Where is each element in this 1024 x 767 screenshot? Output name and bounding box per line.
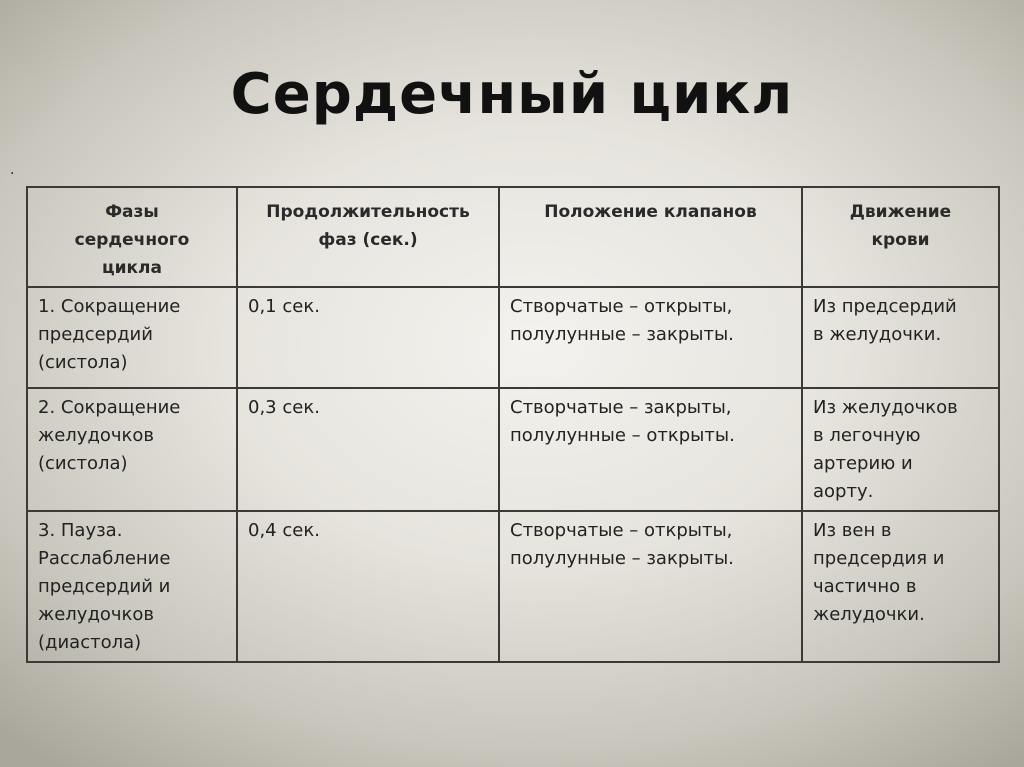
header-valves: Положение клапанов — [499, 187, 802, 287]
cell-valves: Створчатые – открыты, полулунные – закрыты. — [499, 287, 802, 388]
table-header-row — [27, 187, 999, 287]
cell-valves: Створчатые – открыты, полулунные – закрыты. — [499, 511, 802, 662]
cell-duration: 0,4 сек. — [237, 511, 499, 662]
bullet-dot: . — [10, 162, 15, 178]
cell-phase: 2. Сокращение желудочков (систола) — [27, 388, 237, 511]
header-phases: Фазы сердечного цикла — [27, 187, 237, 287]
cell-blood-flow: Из предсердий в желудочки. — [802, 287, 999, 388]
cell-blood-flow: Из вен в предсердия и частично в желудочки. — [802, 511, 999, 662]
slide-title: Сердечный цикл — [230, 62, 794, 127]
cell-blood-flow: Из желудочков в легочную артерию и аорту. — [802, 388, 999, 511]
table-row — [27, 388, 999, 511]
table-row — [27, 511, 999, 662]
table-row — [27, 287, 999, 388]
cell-duration: 0,1 сек. — [237, 287, 499, 388]
header-blood-flow: Движение крови — [802, 187, 999, 287]
header-duration: Продолжительность фаз (сек.) — [237, 187, 499, 287]
cell-duration: 0,3 сек. — [237, 388, 499, 511]
cell-phase: 1. Сокращение предсердий (систола) — [27, 287, 237, 388]
cell-valves: Створчатые – закрыты, полулунные – открыты. — [499, 388, 802, 511]
cell-phase: 3. Пауза. Расслабление предсердий и желудочков (диастола) — [27, 511, 237, 662]
cardiac-cycle-table — [26, 186, 1000, 663]
